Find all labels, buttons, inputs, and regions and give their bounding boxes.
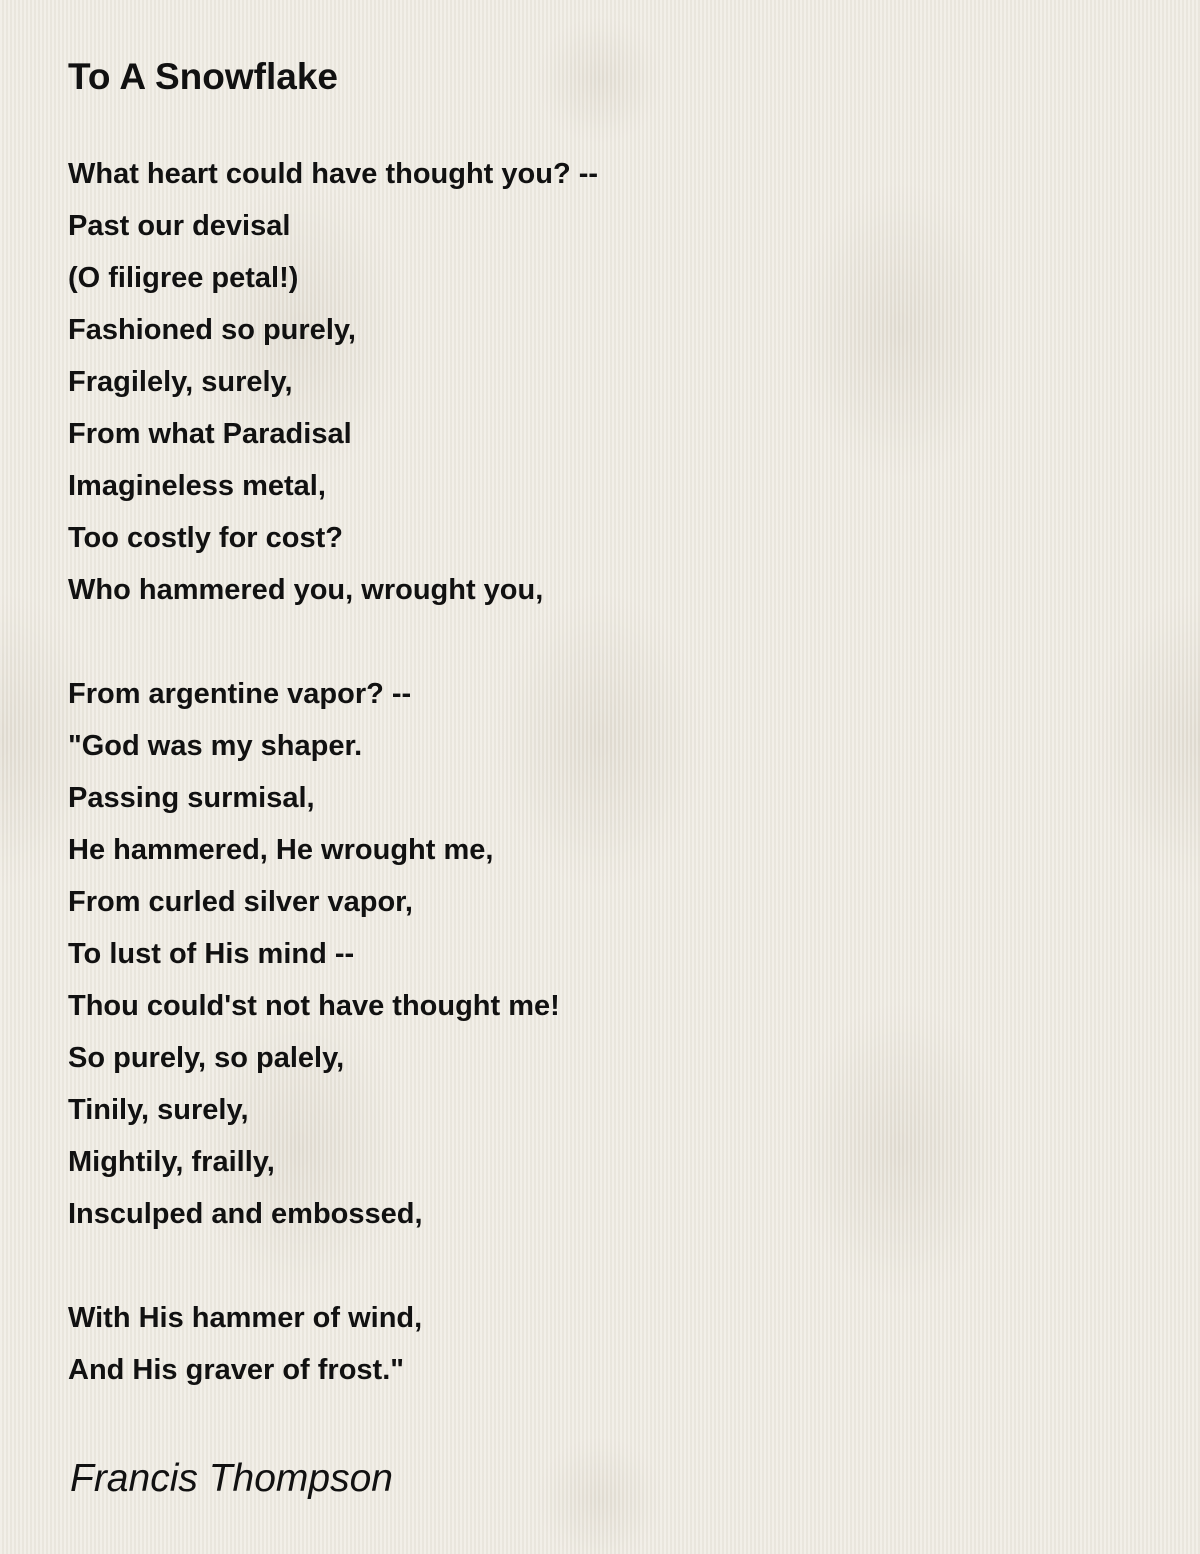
poem-line: Tinily, surely, (68, 1094, 249, 1126)
poem-line: Past our devisal (68, 210, 291, 242)
poem-body (68, 148, 598, 1396)
poem-line: (O filigree petal!) (68, 262, 299, 294)
stanza-1 (68, 148, 598, 616)
stanza-break (68, 616, 598, 668)
poem-line: What heart could have thought you? -- (68, 158, 599, 190)
poem-line: He hammered, He wrought me, (68, 834, 494, 866)
poem-line: With His hammer of wind, (68, 1302, 423, 1334)
poem-line: Imagineless metal, (68, 470, 326, 502)
poem-line: Passing surmisal, (68, 782, 315, 814)
poem-line: Fashioned so purely, (68, 314, 356, 346)
poem-line: Mightily, frailly, (68, 1146, 275, 1178)
poem-line: From curled silver vapor, (68, 886, 413, 918)
poem-line: So purely, so palely, (68, 1042, 345, 1074)
poem-line: Too costly for cost? (68, 522, 343, 554)
poem-line: Insculped and embossed, (68, 1198, 423, 1230)
stanza-3 (68, 1292, 598, 1396)
stanza-2 (68, 668, 598, 1240)
poem-line: From argentine vapor? -- (68, 678, 412, 710)
poem-line: Fragilely, surely, (68, 366, 293, 398)
poem-author: Francis Thompson (70, 1457, 393, 1500)
stanza-break (68, 1240, 598, 1292)
poem-line: "God was my shaper. (68, 730, 363, 762)
poem-line: Who hammered you, wrought you, (68, 574, 544, 606)
poem-line: And His graver of frost." (68, 1354, 405, 1386)
poem-line: Thou could'st not have thought me! (68, 990, 560, 1022)
poem-title: To A Snowflake (68, 56, 338, 97)
poem-line: From what Paradisal (68, 418, 352, 450)
poem-line: To lust of His mind -- (68, 938, 355, 970)
